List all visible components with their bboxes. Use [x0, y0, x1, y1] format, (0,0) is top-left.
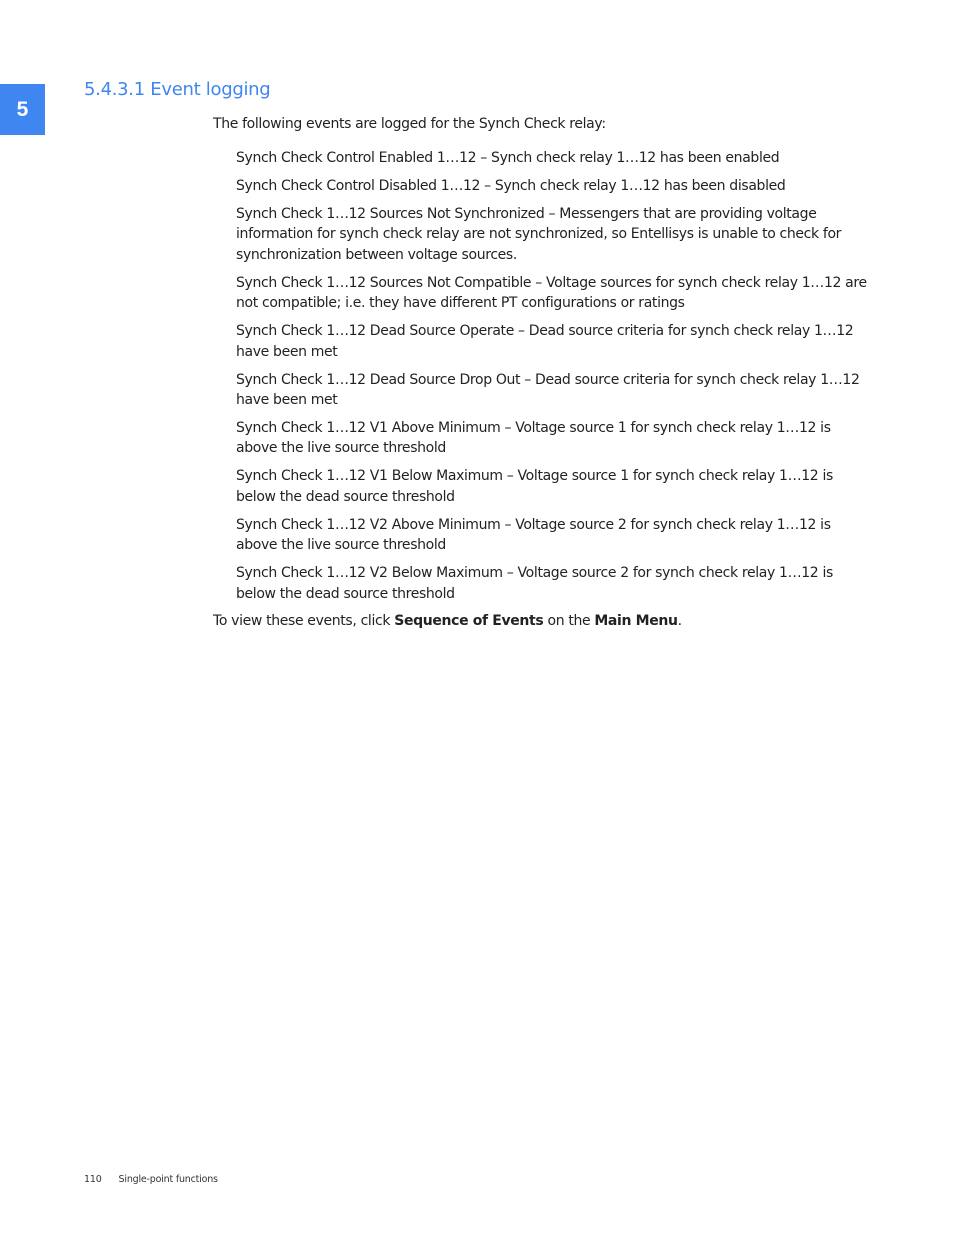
page-number: 110: [84, 1174, 102, 1185]
event-list: [236, 148, 874, 612]
closing-prefix: To view these events, click: [213, 613, 395, 629]
chapter-tab: 5: [0, 84, 45, 135]
page-footer: [84, 1174, 218, 1185]
event-item: Synch Check 1…12 V1 Below Maximum – Voltage source 1 for synch check relay 1…12 is below the dead source threshold: [236, 468, 833, 505]
event-item: Synch Check 1…12 Dead Source Operate – Dead source criteria for synch check relay 1…12 have been met: [236, 323, 854, 360]
section-heading: 5.4.3.1 Event logging: [84, 79, 271, 100]
footer-chapter-title: Single-point functions: [118, 1174, 218, 1185]
event-item: Synch Check Control Disabled 1…12 – Synch check relay 1…12 has been disabled: [236, 178, 786, 194]
event-item: Synch Check 1…12 Dead Source Drop Out – Dead source criteria for synch check relay 1…12 have been met: [236, 371, 860, 409]
closing-suffix: .: [677, 613, 682, 629]
event-item: Synch Check 1…12 Sources Not Synchronized – Messengers that are providing voltage information for synch check relay are not synchronized, so Entellisys is unable to check for synchronization between voltage sources.: [236, 206, 842, 263]
closing-paragraph: [213, 611, 873, 631]
sequence-of-events-label: Sequence of Events: [394, 613, 544, 629]
event-item: Synch Check Control Enabled 1…12 – Synch check relay 1…12 has been enabled: [236, 150, 780, 166]
event-item: Synch Check 1…12 V2 Below Maximum – Voltage source 2 for synch check relay 1…12 is below the dead source threshold: [236, 565, 833, 602]
event-item: Synch Check 1…12 V2 Above Minimum – Voltage source 2 for synch check relay 1…12 is above the live source threshold: [236, 516, 831, 554]
closing-middle: on the: [543, 613, 595, 629]
intro-paragraph: The following events are logged for the Synch Check relay:: [213, 116, 606, 132]
event-item: Synch Check 1…12 V1 Above Minimum – Voltage source 1 for synch check relay 1…12 is above the live source threshold: [236, 420, 831, 457]
main-menu-label: Main Menu: [594, 613, 678, 629]
event-item: Synch Check 1…12 Sources Not Compatible – Voltage sources for synch check relay 1…12 are not compatible; i.e. they have different PT configurations or ratings: [236, 274, 867, 312]
